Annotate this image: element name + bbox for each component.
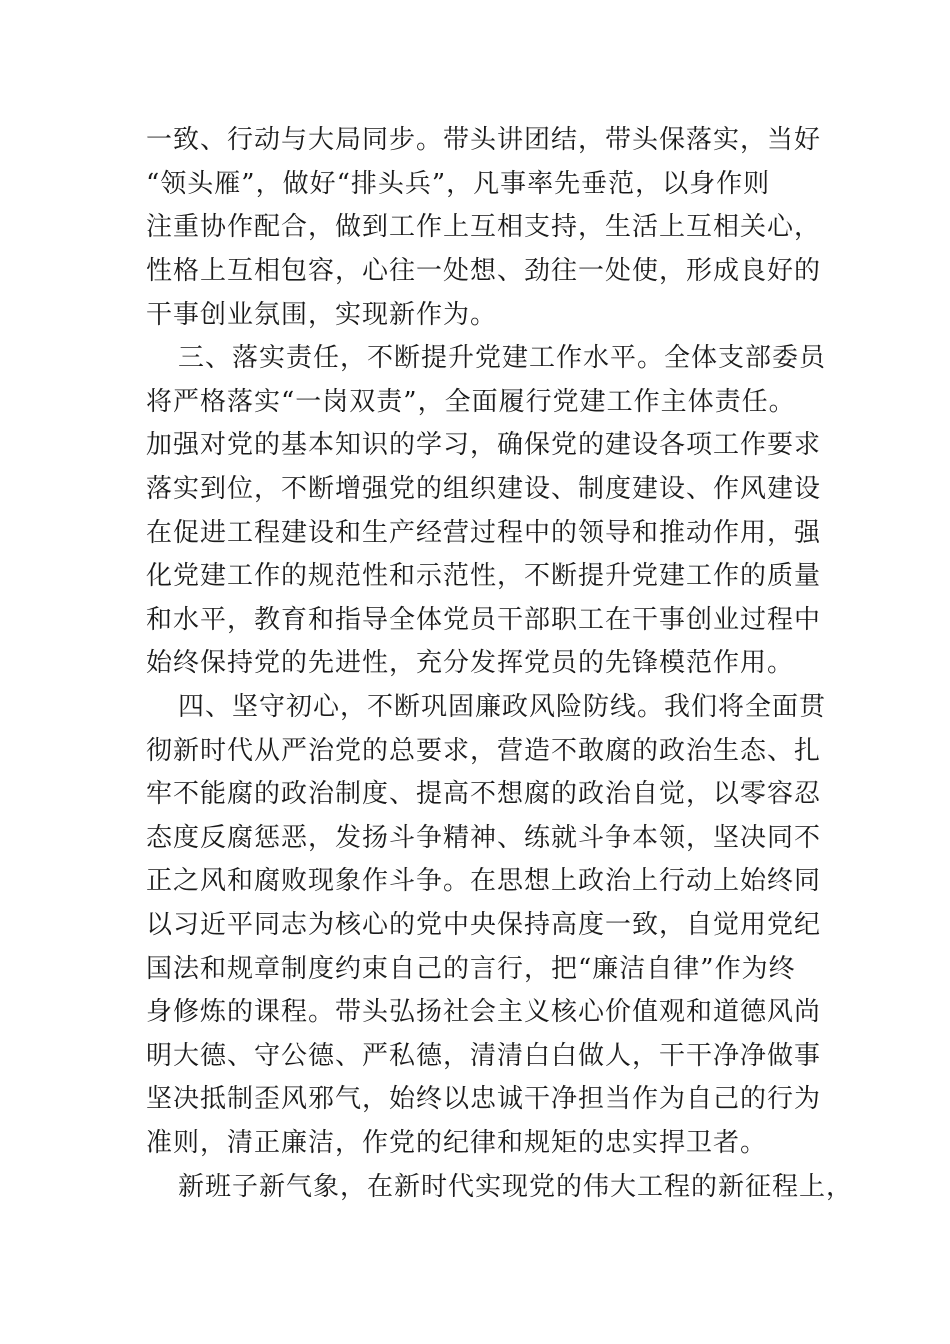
text-line: 正之风和腐败现象作斗争。在思想上政治上行动上始终同 <box>146 866 822 896</box>
text-line: 落实到位，不断增强党的组织建设、制度建设、作风建设 <box>146 474 822 504</box>
text-line: 化党建工作的规范性和示范性，不断提升党建工作的质量 <box>146 561 822 591</box>
text-line: “领头雁”，做好“排头兵”，凡事率先垂范，以身作则 <box>146 169 771 199</box>
text-line: 彻新时代从严治党的总要求，营造不敢腐的政治生态、扎 <box>146 736 822 766</box>
text-line: 国法和规章制度约束自己的言行，把“廉洁自律”作为终 <box>146 954 796 984</box>
text-line: 将严格落实“一岗双责”，全面履行党建工作主体责任。 <box>146 387 796 417</box>
text-line: 注重协作配合，做到工作上互相支持，生活上互相关心， <box>146 212 822 242</box>
text-line: 性格上互相包容，心往一处想、劲往一处使，形成良好的 <box>146 256 822 286</box>
text-line: 态度反腐惩恶，发扬斗争精神、练就斗争本领，坚决同不 <box>146 823 822 853</box>
paragraph-heading-line: 三、落实责任，不断提升党建工作水平。全体支部委员 <box>178 343 827 373</box>
text-line: 坚决抵制歪风邪气，始终以忠诚干净担当作为自己的行为 <box>146 1084 822 1114</box>
text-line: 准则，清正廉洁，作党的纪律和规矩的忠实捍卫者。 <box>146 1128 768 1158</box>
text-line: 干事创业氛围，实现新作为。 <box>146 300 498 330</box>
text-line: 牢不能腐的政治制度、提高不想腐的政治自觉，以零容忍 <box>146 779 822 809</box>
text-line: 在促进工程建设和生产经营过程中的领导和推动作用，强 <box>146 518 822 548</box>
paragraph-heading-line: 四、坚守初心，不断巩固廉政风险防线。我们将全面贯 <box>178 692 827 722</box>
text-line: 始终保持党的先进性，充分发挥党员的先锋模范作用。 <box>146 648 795 678</box>
paragraph-line: 新班子新气象，在新时代实现党的伟大工程的新征程上， <box>178 1172 854 1202</box>
text-line: 身修炼的课程。带头弘扬社会主义核心价值观和道德风尚 <box>146 997 822 1027</box>
text-line: 和水平，教育和指导全体党员干部职工在干事创业过程中 <box>146 605 822 635</box>
text-line: 加强对党的基本知识的学习，确保党的建设各项工作要求 <box>146 430 822 460</box>
text-line: 明大德、守公德、严私德，清清白白做人，干干净净做事 <box>146 1041 822 1071</box>
text-line: 一致、行动与大局同步。带头讲团结，带头保落实，当好 <box>146 125 822 155</box>
text-line: 以习近平同志为核心的党中央保持高度一致，自觉用党纪 <box>146 910 822 940</box>
